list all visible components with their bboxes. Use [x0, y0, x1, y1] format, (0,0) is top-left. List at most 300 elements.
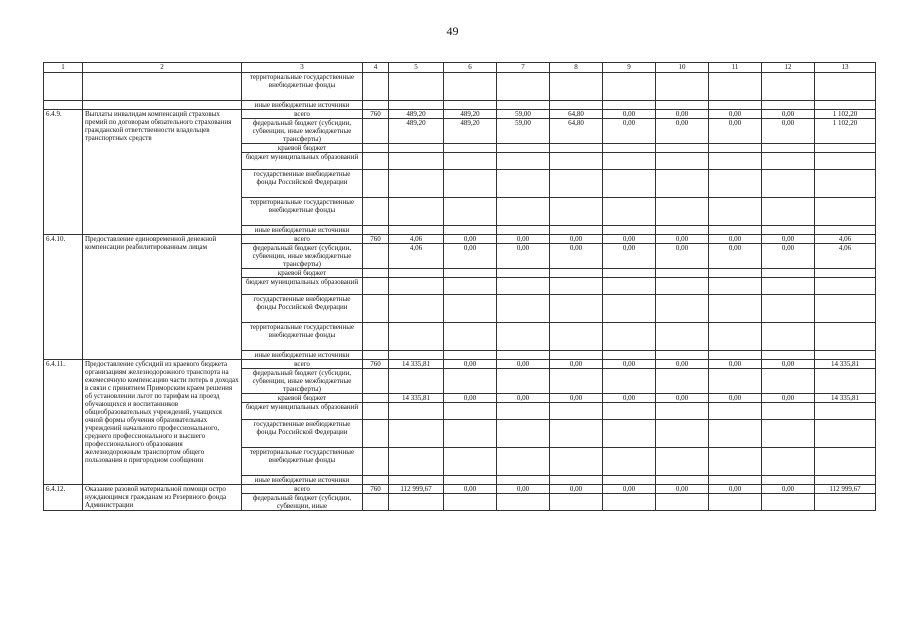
empty-cell — [603, 101, 656, 110]
header-cell: 4 — [363, 63, 389, 73]
source-cell: федеральный бюджет (субсидии, субвенции, иные межбюджетные трансферты) — [242, 369, 363, 394]
value-cell — [709, 403, 762, 420]
source-cell: краевой бюджет — [242, 394, 363, 403]
empty-cell — [603, 73, 656, 101]
value-cell — [656, 448, 709, 476]
empty-cell — [815, 73, 876, 101]
value-cell — [656, 226, 709, 235]
col4-cell — [363, 420, 389, 448]
table-row — [44, 110, 876, 119]
value-cell — [497, 170, 550, 198]
value-cell: 0,00 — [709, 485, 762, 494]
source-cell: федеральный бюджет (субсидии, субвенции, иные межбюджетные трансферты) — [242, 119, 363, 144]
col4-cell: 760 — [363, 110, 389, 119]
value-cell: 0,00 — [762, 485, 815, 494]
col4-cell — [363, 144, 389, 153]
value-cell — [815, 323, 876, 351]
value-cell — [815, 403, 876, 420]
table-row — [44, 360, 876, 369]
value-cell — [709, 295, 762, 323]
value-cell — [550, 494, 603, 511]
col4-cell — [363, 369, 389, 394]
col4-cell — [363, 351, 389, 360]
value-cell — [497, 295, 550, 323]
value-cell — [444, 278, 497, 295]
value-cell: 0,00 — [709, 110, 762, 119]
value-cell — [815, 420, 876, 448]
empty-cell — [815, 101, 876, 110]
value-cell — [656, 476, 709, 485]
empty-cell — [44, 101, 83, 110]
col4-cell — [363, 448, 389, 476]
value-cell: 0,00 — [497, 244, 550, 269]
value-cell: 489,20 — [389, 119, 444, 144]
value-cell — [389, 198, 444, 226]
value-cell — [762, 153, 815, 170]
value-cell — [389, 420, 444, 448]
value-cell — [762, 295, 815, 323]
value-cell — [444, 170, 497, 198]
value-cell — [603, 226, 656, 235]
value-cell — [389, 144, 444, 153]
value-cell — [709, 420, 762, 448]
value-cell — [550, 170, 603, 198]
col4-cell — [363, 323, 389, 351]
value-cell: 14 335,81 — [389, 360, 444, 369]
value-cell: 4,06 — [389, 235, 444, 244]
source-cell: краевой бюджет — [242, 269, 363, 278]
value-cell — [656, 278, 709, 295]
col4-cell: 760 — [363, 485, 389, 494]
value-cell — [603, 476, 656, 485]
value-cell — [550, 198, 603, 226]
value-cell — [709, 278, 762, 295]
value-cell: 64,80 — [550, 119, 603, 144]
value-cell: 0,00 — [603, 360, 656, 369]
header-row — [44, 63, 876, 73]
value-cell — [497, 420, 550, 448]
value-cell — [444, 494, 497, 511]
value-cell — [444, 369, 497, 394]
value-cell: 0,00 — [550, 360, 603, 369]
empty-cell — [83, 101, 242, 110]
empty-cell — [550, 73, 603, 101]
value-cell: 0,00 — [603, 235, 656, 244]
value-cell — [815, 295, 876, 323]
header-cell: 8 — [550, 63, 603, 73]
value-cell — [709, 170, 762, 198]
value-cell — [444, 403, 497, 420]
source-cell: бюджет муниципальных образований — [242, 403, 363, 420]
value-cell: 489,20 — [444, 110, 497, 119]
empty-cell — [709, 73, 762, 101]
value-cell — [815, 226, 876, 235]
value-cell — [762, 420, 815, 448]
value-cell — [444, 420, 497, 448]
value-cell — [762, 278, 815, 295]
value-cell — [709, 323, 762, 351]
value-cell — [656, 323, 709, 351]
value-cell: 4,06 — [815, 235, 876, 244]
value-cell — [762, 323, 815, 351]
value-cell — [603, 494, 656, 511]
value-cell — [815, 369, 876, 394]
value-cell — [550, 369, 603, 394]
value-cell: 0,00 — [603, 119, 656, 144]
value-cell — [815, 448, 876, 476]
value-cell: 489,20 — [389, 110, 444, 119]
empty-cell — [709, 101, 762, 110]
item-code: 6.4.9. — [44, 110, 83, 235]
value-cell — [497, 278, 550, 295]
col4-cell: 760 — [363, 235, 389, 244]
empty-cell — [363, 101, 389, 110]
source-cell: бюджет муниципальных образований — [242, 153, 363, 170]
value-cell — [815, 278, 876, 295]
value-cell — [550, 144, 603, 153]
value-cell — [815, 198, 876, 226]
value-cell — [815, 153, 876, 170]
value-cell: 0,00 — [762, 119, 815, 144]
value-cell — [709, 476, 762, 485]
col4-cell — [363, 153, 389, 170]
value-cell — [603, 403, 656, 420]
source-cell: иные внебюджетные источники — [242, 476, 363, 485]
page-number: 49 — [446, 24, 459, 38]
value-cell: 0,00 — [550, 235, 603, 244]
source-cell: всего — [242, 110, 363, 119]
empty-cell — [444, 73, 497, 101]
value-cell — [815, 494, 876, 511]
value-cell — [762, 476, 815, 485]
source-cell: государственные внебюджетные фонды Российской Федерации — [242, 170, 363, 198]
value-cell — [709, 351, 762, 360]
value-cell — [497, 226, 550, 235]
value-cell — [762, 269, 815, 278]
header-cell: 6 — [444, 63, 497, 73]
value-cell — [656, 295, 709, 323]
header-cell: 5 — [389, 63, 444, 73]
empty-cell — [363, 73, 389, 101]
value-cell — [497, 153, 550, 170]
value-cell: 0,00 — [656, 244, 709, 269]
col4-cell — [363, 403, 389, 420]
value-cell — [550, 153, 603, 170]
value-cell: 0,00 — [444, 485, 497, 494]
value-cell: 14 335,81 — [389, 394, 444, 403]
value-cell: 1 102,20 — [815, 119, 876, 144]
value-cell: 0,00 — [656, 119, 709, 144]
value-cell: 0,00 — [603, 110, 656, 119]
value-cell — [603, 198, 656, 226]
value-cell: 4,06 — [815, 244, 876, 269]
value-cell: 0,00 — [497, 485, 550, 494]
value-cell — [603, 369, 656, 394]
value-cell — [444, 198, 497, 226]
value-cell — [550, 269, 603, 278]
empty-cell — [444, 101, 497, 110]
value-cell — [389, 269, 444, 278]
value-cell — [656, 369, 709, 394]
col4-cell — [363, 198, 389, 226]
value-cell — [550, 351, 603, 360]
value-cell — [497, 403, 550, 420]
value-cell — [815, 170, 876, 198]
value-cell: 112 999,67 — [389, 485, 444, 494]
empty-cell — [656, 101, 709, 110]
empty-cell — [389, 73, 444, 101]
value-cell — [656, 198, 709, 226]
value-cell — [497, 144, 550, 153]
source-cell: территориальные государственные внебюджетные фонды — [242, 198, 363, 226]
source-cell: иные внебюджетные источники — [242, 351, 363, 360]
value-cell — [709, 448, 762, 476]
item-name: Выплаты инвалидам компенсаций страховых премий по договорам обязательного страхования гражданской ответственности владельцев транспортных средств — [83, 110, 242, 235]
header-cell: 7 — [497, 63, 550, 73]
value-cell — [762, 369, 815, 394]
value-cell — [497, 323, 550, 351]
value-cell — [762, 494, 815, 511]
source-cell: территориальные государственные внебюджетные фонды — [242, 73, 363, 101]
empty-cell — [656, 73, 709, 101]
value-cell — [444, 153, 497, 170]
value-cell — [603, 420, 656, 448]
value-cell — [444, 351, 497, 360]
value-cell — [656, 144, 709, 153]
table-row — [44, 73, 876, 101]
value-cell: 14 335,81 — [815, 360, 876, 369]
col4-cell — [363, 476, 389, 485]
value-cell: 0,00 — [709, 244, 762, 269]
value-cell — [603, 269, 656, 278]
value-cell: 0,00 — [656, 394, 709, 403]
empty-cell — [762, 73, 815, 101]
value-cell — [389, 369, 444, 394]
value-cell — [656, 420, 709, 448]
value-cell — [444, 476, 497, 485]
header-cell: 9 — [603, 63, 656, 73]
source-cell: государственные внебюджетные фонды Российской Федерации — [242, 295, 363, 323]
value-cell — [444, 295, 497, 323]
value-cell — [762, 226, 815, 235]
value-cell — [389, 278, 444, 295]
budget-table — [43, 62, 876, 511]
value-cell — [762, 448, 815, 476]
value-cell: 0,00 — [550, 244, 603, 269]
value-cell — [656, 351, 709, 360]
value-cell: 0,00 — [656, 235, 709, 244]
source-cell: краевой бюджет — [242, 144, 363, 153]
value-cell: 0,00 — [762, 110, 815, 119]
value-cell — [389, 295, 444, 323]
col4-cell — [363, 295, 389, 323]
value-cell — [497, 351, 550, 360]
col4-cell — [363, 394, 389, 403]
value-cell — [497, 269, 550, 278]
value-cell — [389, 170, 444, 198]
empty-cell — [762, 101, 815, 110]
empty-cell — [550, 101, 603, 110]
value-cell: 0,00 — [444, 244, 497, 269]
header-cell: 2 — [83, 63, 242, 73]
value-cell — [389, 351, 444, 360]
value-cell: 64,80 — [550, 110, 603, 119]
value-cell — [444, 323, 497, 351]
value-cell — [550, 403, 603, 420]
col4-cell: 760 — [363, 360, 389, 369]
item-code: 6.4.12. — [44, 485, 83, 511]
value-cell — [497, 369, 550, 394]
value-cell: 59,00 — [497, 110, 550, 119]
value-cell: 0,00 — [497, 394, 550, 403]
value-cell — [550, 226, 603, 235]
value-cell: 0,00 — [497, 235, 550, 244]
value-cell: 0,00 — [656, 110, 709, 119]
value-cell — [709, 369, 762, 394]
value-cell — [709, 226, 762, 235]
value-cell: 0,00 — [444, 235, 497, 244]
table-body — [44, 63, 876, 511]
value-cell: 0,00 — [444, 394, 497, 403]
value-cell — [603, 448, 656, 476]
source-cell: всего — [242, 485, 363, 494]
col4-cell — [363, 119, 389, 144]
value-cell — [815, 144, 876, 153]
value-cell — [444, 448, 497, 476]
header-cell: 13 — [815, 63, 876, 73]
value-cell: 0,00 — [656, 360, 709, 369]
source-cell: всего — [242, 235, 363, 244]
value-cell — [389, 494, 444, 511]
source-cell: территориальные государственные внебюджетные фонды — [242, 448, 363, 476]
value-cell — [389, 448, 444, 476]
value-cell — [550, 295, 603, 323]
value-cell — [603, 170, 656, 198]
value-cell — [709, 144, 762, 153]
value-cell: 0,00 — [709, 119, 762, 144]
source-cell: федеральный бюджет (субсидии, субвенции, иные межбюджетные трансферты) — [242, 244, 363, 269]
header-cell: 1 — [44, 63, 83, 73]
value-cell: 14 335,81 — [815, 394, 876, 403]
value-cell: 0,00 — [762, 235, 815, 244]
value-cell — [389, 403, 444, 420]
header-cell: 11 — [709, 63, 762, 73]
value-cell — [389, 476, 444, 485]
value-cell: 0,00 — [603, 485, 656, 494]
value-cell: 0,00 — [550, 394, 603, 403]
col4-cell — [363, 494, 389, 511]
value-cell: 0,00 — [656, 485, 709, 494]
col4-cell — [363, 226, 389, 235]
value-cell — [603, 351, 656, 360]
source-cell: территориальные государственные внебюджетные фонды — [242, 323, 363, 351]
value-cell — [444, 144, 497, 153]
item-code: 6.4.10. — [44, 235, 83, 360]
value-cell — [550, 420, 603, 448]
value-cell: 0,00 — [550, 485, 603, 494]
value-cell — [656, 269, 709, 278]
value-cell — [550, 448, 603, 476]
col4-cell — [363, 170, 389, 198]
source-cell: федеральный бюджет (субсидии, субвенции, иные — [242, 494, 363, 511]
source-cell: государственные внебюджетные фонды Российской Федерации — [242, 420, 363, 448]
value-cell: 0,00 — [444, 360, 497, 369]
value-cell: 59,00 — [497, 119, 550, 144]
empty-cell — [389, 101, 444, 110]
item-name: Предоставление единовременной денежной компенсации реабилитированным лицам — [83, 235, 242, 360]
col4-cell — [363, 244, 389, 269]
value-cell — [762, 144, 815, 153]
value-cell: 0,00 — [762, 394, 815, 403]
value-cell — [603, 278, 656, 295]
value-cell — [656, 170, 709, 198]
value-cell — [444, 269, 497, 278]
value-cell: 0,00 — [709, 394, 762, 403]
value-cell: 112 999,67 — [815, 485, 876, 494]
value-cell: 1 102,20 — [815, 110, 876, 119]
source-cell: бюджет муниципальных образований — [242, 278, 363, 295]
value-cell — [603, 153, 656, 170]
value-cell — [709, 269, 762, 278]
empty-cell — [497, 101, 550, 110]
source-cell: иные внебюджетные источники — [242, 101, 363, 110]
value-cell: 0,00 — [603, 394, 656, 403]
source-cell: иные внебюджетные источники — [242, 226, 363, 235]
value-cell — [497, 494, 550, 511]
value-cell — [603, 144, 656, 153]
value-cell — [550, 323, 603, 351]
value-cell — [709, 198, 762, 226]
value-cell — [656, 153, 709, 170]
value-cell: 0,00 — [762, 244, 815, 269]
item-name: Предоставление субсидий из краевого бюджета организациям железнодорожного транспорта на ежемесячную компенсацию части потерь в доходах в связи с принятием Приморским краем решения об установлении льгот по тарифам на проезд обучающихся и воспитанников общеобразовательных учреждений, учащихся очной формы обучения образовательных учреждений начального профессионального, среднего профессионального и высшего профессионального образования железнодорожным транспортом общего пользования в пригородном сообщении — [83, 360, 242, 485]
header-cell: 12 — [762, 63, 815, 73]
table-row — [44, 235, 876, 244]
value-cell — [497, 476, 550, 485]
col4-cell — [363, 278, 389, 295]
value-cell — [709, 153, 762, 170]
value-cell — [815, 476, 876, 485]
empty-cell — [44, 73, 83, 101]
header-cell: 10 — [656, 63, 709, 73]
value-cell: 0,00 — [709, 235, 762, 244]
value-cell — [762, 403, 815, 420]
value-cell — [389, 323, 444, 351]
value-cell — [709, 494, 762, 511]
value-cell: 0,00 — [603, 244, 656, 269]
value-cell — [550, 476, 603, 485]
value-cell — [389, 226, 444, 235]
value-cell — [497, 448, 550, 476]
value-cell — [815, 269, 876, 278]
col4-cell — [363, 269, 389, 278]
value-cell — [603, 323, 656, 351]
empty-cell — [497, 73, 550, 101]
item-code: 6.4.11. — [44, 360, 83, 485]
value-cell — [444, 226, 497, 235]
table-row — [44, 485, 876, 494]
value-cell: 0,00 — [497, 360, 550, 369]
value-cell — [815, 351, 876, 360]
value-cell — [762, 351, 815, 360]
value-cell — [389, 153, 444, 170]
value-cell — [762, 170, 815, 198]
item-name: Оказание разовой материальной помощи остро нуждающимся гражданам из Резервного фонда Администрации — [83, 485, 242, 511]
value-cell — [656, 494, 709, 511]
empty-cell — [83, 73, 242, 101]
value-cell: 0,00 — [762, 360, 815, 369]
value-cell — [656, 403, 709, 420]
